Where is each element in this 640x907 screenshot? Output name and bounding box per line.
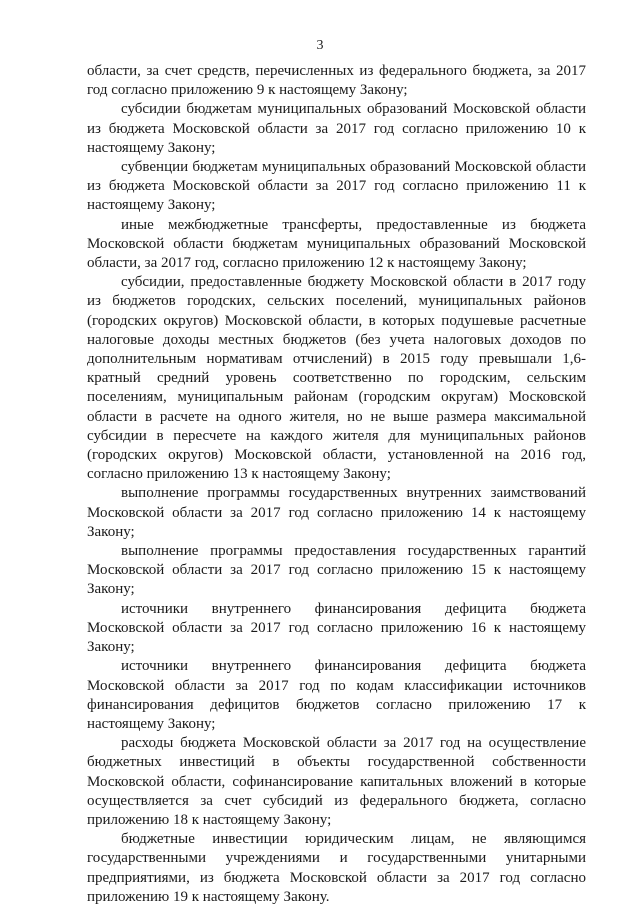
- paragraph: субсидии бюджетам муниципальных образований Московской области из бюджета Московской области за 2017 год согласно приложению 10 к настоящему Закону;: [87, 101, 586, 156]
- paragraph: субсидии, предоставленные бюджету Московской области в 2017 году из бюджетов городских, сельских поселений, муниципальных районов (городских округов) Московской области, в которых подушевые расчетные налоговые доходы местных бюджетов (без учета налоговых доходов по дополнительным нормативам отчислений) в 2015 году превышали 1,6-кратный средний уровень соответственно по городским, сельским поселениям, муниципальным районам (городским округам) Московской области в расчете на одного жителя, но не выше размера максимальной субсидии в пересчете на каждого жителя для муниципальных районов (городских округов) Московской области, установленной на 2016 год, согласно приложению 13 к настоящему Закону;: [87, 274, 586, 483]
- paragraph: источники внутреннего финансирования дефицита бюджета Московской области за 2017 год согласно приложению 16 к настоящему Закону;: [87, 600, 586, 656]
- paragraph: выполнение программы предоставления государственных гарантий Московской области за 2017 год согласно приложению 15 к настоящему Закону;: [87, 543, 586, 598]
- paragraph: источники внутреннего финансирования дефицита бюджета Московской области за 2017 год по кодам классификации источников финансирования дефицитов бюджетов согласно приложению 17 к настоящему Закону;: [87, 658, 586, 732]
- page-number: 3: [316, 38, 324, 53]
- paragraph: выполнение программы государственных внутренних заимствований Московской области за 2017 год согласно приложению 14 к настоящему Закону;: [87, 485, 586, 540]
- paragraph: расходы бюджета Московской области за 2017 год на осуществление бюджетных инвестиций в объекты государственной собственности Московской области, софинансирование капитальных вложений в которые осуществляется за счет субсидий из федерального бюджета, согласно приложению 18 к настоящему Закону;: [87, 735, 586, 828]
- paragraph: субвенции бюджетам муниципальных образований Московской области из бюджета Московской области за 2017 год согласно приложению 11 к настоящему Закону;: [87, 159, 586, 214]
- paragraph: области, за счет средств, перечисленных из федерального бюджета, за 2017 год согласно приложению 9 к настоящему Закону;: [87, 63, 586, 99]
- paragraph: иные межбюджетные трансферты, предоставленные из бюджета Московской области бюджетам муниципальных образований Московской области, за 2017 год, согласно приложению 12 к настоящему Закону;: [87, 216, 586, 272]
- paragraph: бюджетные инвестиции юридическим лицам, не являющимся государственными учреждениями и государственными унитарными предприятиями, из бюджета Московской области за 2017 год согласно приложению 19 к настоящему Закону.: [87, 831, 586, 905]
- document-body: [87, 62, 586, 907]
